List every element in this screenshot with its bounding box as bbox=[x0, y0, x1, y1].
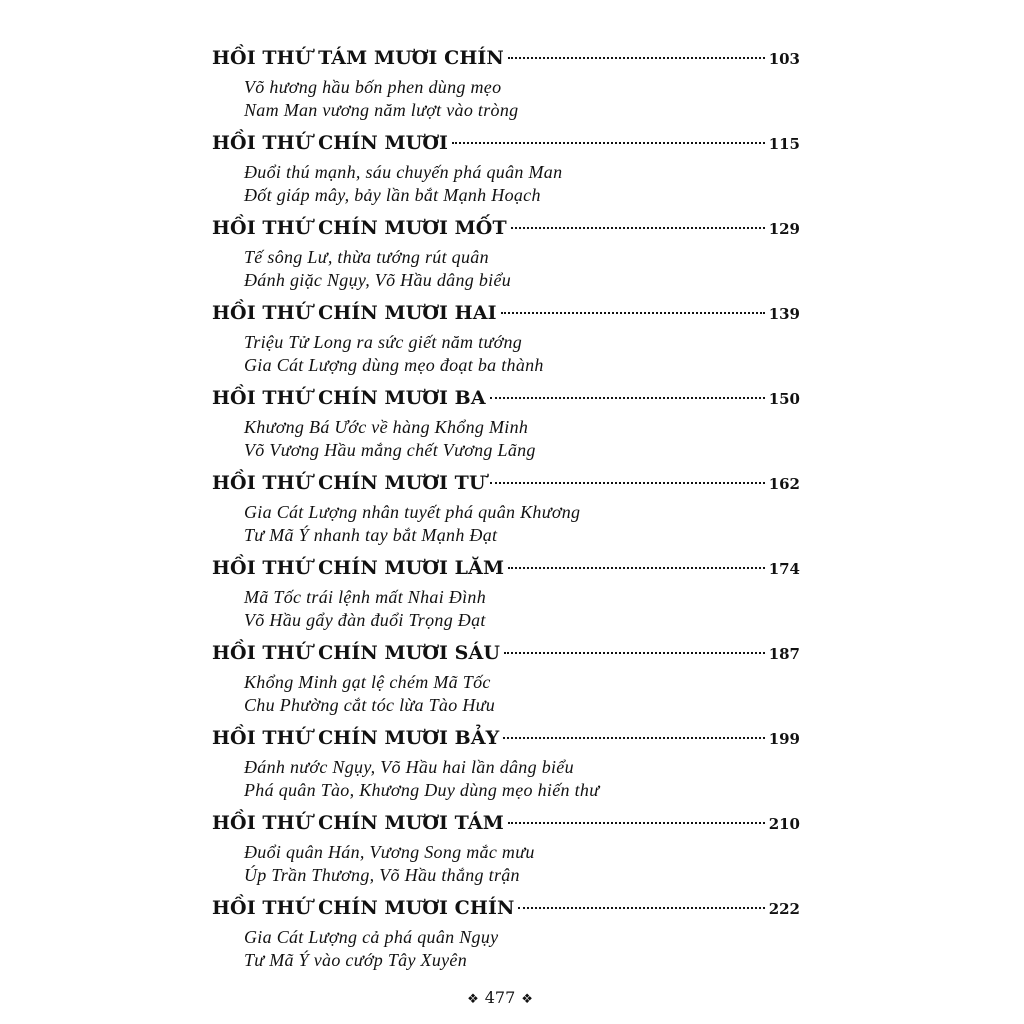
toc-entry bbox=[212, 805, 800, 890]
page-footer bbox=[0, 988, 1012, 1007]
dot-leader bbox=[508, 567, 765, 569]
chapter-heading-row bbox=[212, 295, 800, 331]
chapter-title: HỒI THỨ CHÍN MƯƠI bbox=[212, 132, 448, 154]
chapter-title: HỒI THỨ CHÍN MƯƠI BẢY bbox=[212, 727, 500, 749]
toc-entry bbox=[212, 380, 800, 465]
chapter-subtitle-line-1: Đuổi thú mạnh, sáu chuyến phá quân Man bbox=[244, 162, 563, 182]
page-number: 477 bbox=[484, 988, 516, 1007]
toc-entry bbox=[212, 550, 800, 635]
chapter-subtitle-line-1: Gia Cát Lượng cả phá quân Ngụy bbox=[244, 927, 499, 947]
chapter-heading-row bbox=[212, 210, 800, 246]
chapter-page-number: 187 bbox=[768, 645, 800, 663]
chapter-subtitle-line-1: Đuổi quân Hán, Vương Song mắc mưu bbox=[244, 842, 535, 862]
chapter-heading-row bbox=[212, 720, 800, 756]
chapter-subtitle-line-2: Gia Cát Lượng dùng mẹo đoạt ba thành bbox=[244, 355, 544, 375]
chapter-heading-row bbox=[212, 805, 800, 841]
chapter-heading-row bbox=[212, 550, 800, 586]
chapter-subtitle-line-1: Mã Tốc trái lệnh mất Nhai Đình bbox=[244, 587, 486, 607]
chapter-title: HỒI THỨ CHÍN MƯƠI CHÍN bbox=[212, 897, 515, 919]
chapter-subtitle-line-2: Chu Phường cắt tóc lừa Tào Hưu bbox=[244, 695, 496, 715]
chapter-title: HỒI THỨ CHÍN MƯƠI HAI bbox=[212, 302, 497, 324]
chapter-title: HỒI THỨ CHÍN MƯƠI TÁM bbox=[212, 812, 504, 834]
dot-leader bbox=[508, 57, 765, 59]
chapter-title: HỒI THỨ CHÍN MƯƠI LĂM bbox=[212, 557, 505, 579]
chapter-heading-row bbox=[212, 125, 800, 161]
chapter-page-number: 103 bbox=[768, 50, 800, 68]
chapter-subtitle-line-2: Nam Man vương năm lượt vào tròng bbox=[244, 100, 519, 120]
chapter-subtitle-line-2: Đốt giáp mây, bảy lần bắt Mạnh Hoạch bbox=[244, 185, 541, 205]
chapter-subtitle-line-1: Khương Bá Ước về hàng Khổng Minh bbox=[244, 417, 529, 437]
chapter-subtitle-line-2: Tư Mã Ý vào cướp Tây Xuyên bbox=[244, 950, 468, 970]
chapter-title: HỒI THỨ CHÍN MƯƠI MỐT bbox=[212, 217, 507, 239]
chapter-subtitle-line-1: Võ hương hầu bốn phen dùng mẹo bbox=[244, 77, 502, 97]
toc-entry bbox=[212, 465, 800, 550]
toc-entry bbox=[212, 40, 800, 125]
chapter-title: HỒI THỨ CHÍN MƯƠI SÁU bbox=[212, 642, 501, 664]
chapter-subtitle-line-2: Võ Hầu gẩy đàn đuổi Trọng Đạt bbox=[244, 610, 486, 630]
chapter-subtitle-line-2: Võ Vương Hầu mắng chết Vương Lãng bbox=[244, 440, 536, 460]
chapter-page-number: 129 bbox=[768, 220, 800, 238]
dot-leader bbox=[501, 312, 765, 314]
dot-leader bbox=[508, 822, 765, 824]
dot-leader bbox=[452, 142, 765, 144]
chapter-page-number: 115 bbox=[768, 135, 800, 153]
diamond-ornament-icon: ❖ bbox=[521, 992, 533, 1007]
dot-leader bbox=[503, 737, 764, 739]
dot-leader bbox=[490, 482, 765, 484]
chapter-title: HỒI THỨ TÁM MƯƠI CHÍN bbox=[212, 47, 504, 69]
dot-leader bbox=[490, 397, 765, 399]
dot-leader bbox=[504, 652, 765, 654]
diamond-ornament-icon: ❖ bbox=[467, 992, 479, 1007]
chapter-page-number: 174 bbox=[768, 560, 800, 578]
toc-entry bbox=[212, 125, 800, 210]
chapter-heading-row bbox=[212, 40, 800, 76]
chapter-subtitle-line-1: Đánh nước Ngụy, Võ Hầu hai lần dâng biểu bbox=[244, 757, 574, 777]
chapter-page-number: 222 bbox=[768, 900, 800, 918]
chapter-heading-row bbox=[212, 465, 800, 501]
chapter-subtitle-line-2: Úp Trần Thương, Võ Hầu thắng trận bbox=[244, 865, 520, 885]
toc-entry bbox=[212, 635, 800, 720]
chapter-subtitle-line-1: Gia Cát Lượng nhân tuyết phá quân Khương bbox=[244, 502, 581, 522]
dot-leader bbox=[511, 227, 765, 229]
chapter-title: HỒI THỨ CHÍN MƯƠI BA bbox=[212, 387, 486, 409]
chapter-subtitle-line-2: Tư Mã Ý nhanh tay bắt Mạnh Đạt bbox=[244, 525, 498, 545]
chapter-page-number: 139 bbox=[768, 305, 800, 323]
chapter-heading-row bbox=[212, 380, 800, 416]
chapter-heading-row bbox=[212, 890, 800, 926]
chapter-heading-row bbox=[212, 635, 800, 671]
toc-entry bbox=[212, 720, 800, 805]
chapter-subtitle-line-2: Đánh giặc Ngụy, Võ Hầu dâng biểu bbox=[244, 270, 512, 290]
chapter-subtitle-line-1: Tế sông Lư, thừa tướng rút quân bbox=[244, 247, 489, 267]
dot-leader bbox=[518, 907, 764, 909]
table-of-contents bbox=[212, 40, 800, 975]
toc-entry bbox=[212, 210, 800, 295]
chapter-subtitle-line-2: Phá quân Tào, Khương Duy dùng mẹo hiến thư bbox=[244, 780, 600, 800]
chapter-subtitle-line-1: Khổng Minh gạt lệ chém Mã Tốc bbox=[244, 672, 491, 692]
chapter-page-number: 210 bbox=[768, 815, 800, 833]
toc-entry bbox=[212, 295, 800, 380]
chapter-page-number: 150 bbox=[768, 390, 800, 408]
chapter-title: HỒI THỨ CHÍN MƯƠI TƯ bbox=[212, 472, 486, 494]
chapter-subtitle-line-1: Triệu Tử Long ra sức giết năm tướng bbox=[244, 332, 523, 352]
chapter-page-number: 162 bbox=[768, 475, 800, 493]
chapter-page-number: 199 bbox=[768, 730, 800, 748]
toc-entry bbox=[212, 890, 800, 975]
